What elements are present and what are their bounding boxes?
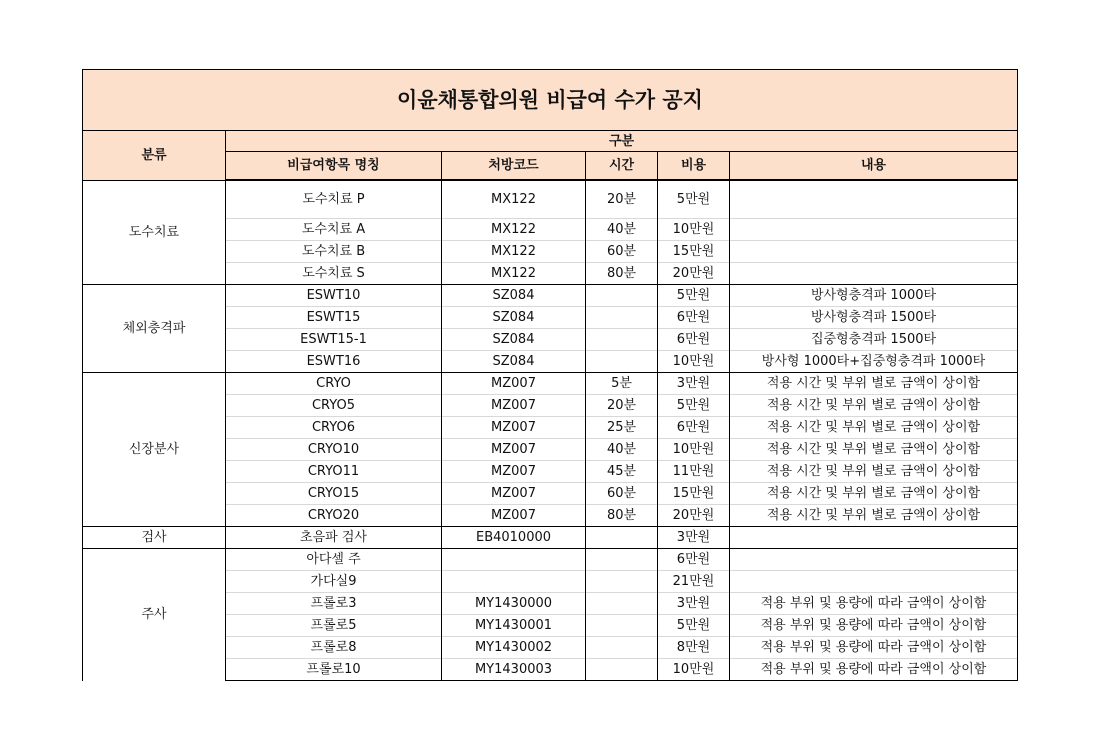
content-cell: 적용 시간 및 부위 별로 금액이 상이함: [730, 395, 1018, 417]
code-cell: MZ007: [442, 483, 586, 505]
time-cell: 20분: [586, 180, 658, 219]
cost-cell: 6만원: [658, 307, 730, 329]
cost-cell: 5만원: [658, 615, 730, 637]
code-cell: EB4010000: [442, 527, 586, 549]
name-cell: 프롤로8: [226, 637, 442, 659]
name-cell: ESWT10: [226, 285, 442, 307]
table-row: [83, 373, 1018, 395]
name-cell: CRYO5: [226, 395, 442, 417]
content-cell: [730, 571, 1018, 593]
content-cell: [730, 219, 1018, 241]
content-cell: 적용 부위 및 용량에 따라 금액이 상이함: [730, 593, 1018, 615]
name-cell: CRYO: [226, 373, 442, 395]
content-cell: 적용 시간 및 부위 별로 금액이 상이함: [730, 461, 1018, 483]
table-row: [83, 527, 1018, 549]
table-row: [83, 285, 1018, 307]
time-cell: [586, 351, 658, 373]
table-row: [83, 180, 1018, 219]
time-cell: [586, 307, 658, 329]
code-cell: [442, 571, 586, 593]
cost-cell: 10만원: [658, 439, 730, 461]
category-cell: 도수치료: [83, 180, 226, 285]
time-cell: 60분: [586, 483, 658, 505]
name-cell: CRYO11: [226, 461, 442, 483]
cost-cell: 5만원: [658, 180, 730, 219]
cost-cell: 3만원: [658, 527, 730, 549]
table-body: [83, 180, 1018, 681]
code-cell: MX122: [442, 241, 586, 263]
name-cell: 도수치료 P: [226, 180, 442, 219]
cost-cell: 6만원: [658, 329, 730, 351]
code-cell: MY1430001: [442, 615, 586, 637]
content-cell: 적용 시간 및 부위 별로 금액이 상이함: [730, 439, 1018, 461]
code-cell: MZ007: [442, 461, 586, 483]
time-cell: 40분: [586, 439, 658, 461]
category-cell: 검사: [83, 527, 226, 549]
price-table: [82, 69, 1018, 681]
cost-cell: 8만원: [658, 637, 730, 659]
cost-cell: 6만원: [658, 549, 730, 571]
header-cost: 비용: [658, 152, 730, 181]
code-cell: SZ084: [442, 285, 586, 307]
name-cell: 도수치료 B: [226, 241, 442, 263]
cost-cell: 10만원: [658, 659, 730, 681]
table-row: [83, 549, 1018, 571]
time-cell: [586, 571, 658, 593]
time-cell: 60분: [586, 241, 658, 263]
content-cell: 적용 부위 및 용량에 따라 금액이 상이함: [730, 615, 1018, 637]
header-group: 구분: [226, 131, 1018, 152]
code-cell: SZ084: [442, 351, 586, 373]
code-cell: MX122: [442, 219, 586, 241]
time-cell: 20분: [586, 395, 658, 417]
content-cell: 적용 시간 및 부위 별로 금액이 상이함: [730, 483, 1018, 505]
name-cell: 아다셀 주: [226, 549, 442, 571]
cost-cell: 11만원: [658, 461, 730, 483]
name-cell: CRYO10: [226, 439, 442, 461]
content-cell: [730, 241, 1018, 263]
content-cell: 방사형충격파 1000타: [730, 285, 1018, 307]
cost-cell: 15만원: [658, 483, 730, 505]
content-cell: 집중형충격파 1500타: [730, 329, 1018, 351]
code-cell: MX122: [442, 180, 586, 219]
code-cell: MY1430002: [442, 637, 586, 659]
name-cell: 도수치료 S: [226, 263, 442, 285]
content-cell: 방사형충격파 1500타: [730, 307, 1018, 329]
name-cell: 가다실9: [226, 571, 442, 593]
code-cell: MZ007: [442, 417, 586, 439]
code-cell: [442, 549, 586, 571]
code-cell: SZ084: [442, 329, 586, 351]
header-name: 비급여항목 명칭: [226, 152, 442, 181]
code-cell: MY1430000: [442, 593, 586, 615]
code-cell: MZ007: [442, 395, 586, 417]
content-cell: [730, 549, 1018, 571]
name-cell: 프롤로10: [226, 659, 442, 681]
cost-cell: 10만원: [658, 351, 730, 373]
content-cell: 방사형 1000타+집중형충격파 1000타: [730, 351, 1018, 373]
code-cell: MZ007: [442, 439, 586, 461]
code-cell: MY1430003: [442, 659, 586, 681]
time-cell: 45분: [586, 461, 658, 483]
time-cell: [586, 659, 658, 681]
code-cell: SZ084: [442, 307, 586, 329]
name-cell: ESWT16: [226, 351, 442, 373]
content-cell: 적용 시간 및 부위 별로 금액이 상이함: [730, 373, 1018, 395]
header-code: 처방코드: [442, 152, 586, 181]
header-time: 시간: [586, 152, 658, 181]
name-cell: CRYO15: [226, 483, 442, 505]
name-cell: 프롤로5: [226, 615, 442, 637]
cost-cell: 3만원: [658, 373, 730, 395]
name-cell: ESWT15: [226, 307, 442, 329]
time-cell: 80분: [586, 263, 658, 285]
name-cell: CRYO6: [226, 417, 442, 439]
content-cell: [730, 527, 1018, 549]
time-cell: [586, 593, 658, 615]
cost-cell: 21만원: [658, 571, 730, 593]
time-cell: [586, 637, 658, 659]
cost-cell: 5만원: [658, 395, 730, 417]
time-cell: [586, 615, 658, 637]
code-cell: MZ007: [442, 505, 586, 527]
name-cell: 초음파 검사: [226, 527, 442, 549]
cost-cell: 15만원: [658, 241, 730, 263]
cost-cell: 5만원: [658, 285, 730, 307]
name-cell: ESWT15-1: [226, 329, 442, 351]
content-cell: [730, 263, 1018, 285]
page-title: 이윤채통합의원 비급여 수가 공지: [83, 70, 1018, 131]
price-notice-sheet: [82, 69, 1017, 681]
name-cell: CRYO20: [226, 505, 442, 527]
time-cell: 25분: [586, 417, 658, 439]
content-cell: 적용 부위 및 용량에 따라 금액이 상이함: [730, 637, 1018, 659]
content-cell: [730, 180, 1018, 219]
time-cell: 40분: [586, 219, 658, 241]
time-cell: [586, 549, 658, 571]
category-cell: 신장분사: [83, 373, 226, 527]
cost-cell: 3만원: [658, 593, 730, 615]
cost-cell: 20만원: [658, 505, 730, 527]
cost-cell: 20만원: [658, 263, 730, 285]
category-cell: 주사: [83, 549, 226, 681]
header-category: 분류: [83, 131, 226, 181]
name-cell: 도수치료 A: [226, 219, 442, 241]
header-content: 내용: [730, 152, 1018, 181]
code-cell: MZ007: [442, 373, 586, 395]
time-cell: 5분: [586, 373, 658, 395]
time-cell: 80분: [586, 505, 658, 527]
cost-cell: 6만원: [658, 417, 730, 439]
cost-cell: 10만원: [658, 219, 730, 241]
name-cell: 프롤로3: [226, 593, 442, 615]
time-cell: [586, 329, 658, 351]
content-cell: 적용 시간 및 부위 별로 금액이 상이함: [730, 417, 1018, 439]
time-cell: [586, 527, 658, 549]
code-cell: MX122: [442, 263, 586, 285]
category-cell: 체외충격파: [83, 285, 226, 373]
time-cell: [586, 285, 658, 307]
content-cell: 적용 부위 및 용량에 따라 금액이 상이함: [730, 659, 1018, 681]
content-cell: 적용 시간 및 부위 별로 금액이 상이함: [730, 505, 1018, 527]
